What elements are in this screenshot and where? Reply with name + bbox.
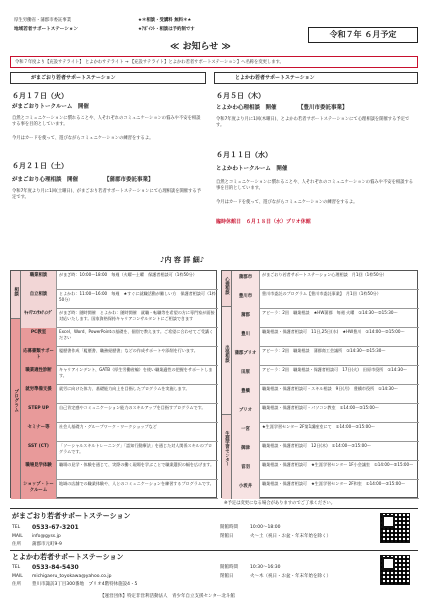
- schedule-badge: 令和７年 ６月予定: [308, 27, 418, 43]
- gama-talk-date: ６月１７日（火）: [12, 92, 68, 100]
- program-row-name: セミナー等: [21, 423, 57, 442]
- notice-free: ★＊相談・受講料 無料＊★: [138, 18, 192, 23]
- program-row-text: 履歴書作成「履歴書、職務経歴書」などの作成サポートや添削を行います。: [59, 348, 198, 353]
- dispatch-group: [222, 307, 232, 415]
- program-row: [21, 366, 218, 385]
- toyo-talk-desc2: 今月はカードを使って、遊びながらコミュニケーションの練習をするよ。: [216, 200, 358, 205]
- toyo-addr: 豊川市諏訪3丁目300番地 プリオ4階特休施設4・5: [32, 582, 138, 587]
- gama-talk-desc: 自然とコミュニケーションに慣れることや、人それぞれのコミュニケーションの悩みや不安を相談する事を目的としています。: [12, 116, 201, 128]
- right-notice-panel: [214, 72, 418, 253]
- outreach-row-name: 豊橋: [232, 385, 260, 404]
- toyo-mail-label: MAIL: [12, 574, 23, 579]
- toyo-tel: 0533-84-5430: [32, 564, 79, 571]
- org-line-2: 地域若者サポートステーション: [14, 27, 78, 32]
- program-table: [10, 270, 217, 498]
- outreach-row: [232, 290, 419, 309]
- outreach-row-text: アピーラ：2回 職業相談 ★HW蒲郡 毎週 火曜 ①14:30～②15:30～: [262, 310, 398, 315]
- program-row-text: 就労に向けた体力、基礎能力向上を目指したプログラムを実施します。: [59, 386, 190, 391]
- learning-group-label: 生涯学習センター: [224, 431, 230, 467]
- program-row: [21, 480, 218, 499]
- toyo-talk-desc: 自然とコミュニケーションに慣れることや、人それぞれのコミュニケーションの悩みや不安を相談する事を目的としています。: [216, 180, 414, 192]
- outreach-row-name: 小坂井: [232, 480, 260, 499]
- outreach-row-text: 職業相談・保護者相談可 11日,25日(水) ★HW豊川 ①14:00～②15:00～: [262, 329, 405, 334]
- operator-line: 【運営団体】特定非営利活動法人 青少年自立支援センター北斗館: [100, 594, 235, 599]
- learning-group: [222, 415, 232, 499]
- outreach-row: [232, 328, 419, 347]
- outreach-row-text: 職業相談・保護者相談可 ★生涯学習センター 1F小会議室 ①14:00～②15:00～: [262, 462, 414, 467]
- gama-mail[interactable]: info@gyss.jp: [32, 534, 61, 539]
- psych-group-label: 心理相談: [224, 277, 230, 295]
- outreach-row-name: 蒲郡市: [232, 271, 260, 290]
- outreach-row: [232, 423, 419, 442]
- toyo-addr-label: 住所: [12, 582, 21, 587]
- gama-talk-title: がまごおりトークルーム 開催: [12, 104, 89, 110]
- footer-gama: [10, 508, 418, 550]
- program-row: [21, 404, 218, 423]
- outreach-row-name: 御津: [232, 442, 260, 461]
- gama-tel-label: TEL: [12, 525, 21, 530]
- gama-psych-title: がまごおり心理相談 開催: [12, 177, 79, 183]
- left-panel-header: がまごおり若者サポートステーション: [10, 72, 206, 84]
- program-group-label: プログラム: [13, 389, 19, 412]
- outreach-row-name: 音羽: [232, 461, 260, 480]
- gama-tel: 0533-67-3201: [32, 524, 79, 531]
- program-row-name: 自立相談: [21, 290, 57, 309]
- gama-addr-label: 住所: [12, 542, 21, 547]
- org-line-1: 厚生労働省・蒲郡市委託事業: [14, 18, 72, 23]
- toyo-hours-label: 開館時間: [220, 565, 238, 570]
- program-row-name: 職場見学体験: [21, 461, 57, 480]
- outreach-row-name: 豊川: [232, 328, 260, 347]
- gama-hours: 10:00～18:00: [250, 525, 281, 530]
- toyo-psych-tag: 【豊川市委託事業】: [298, 105, 348, 111]
- closure-notice: 臨時休館日 ６月１８日（水）プリオ休館: [216, 219, 311, 225]
- outreach-row: [232, 271, 419, 290]
- gama-addr: 蒲郡市元町9-9: [32, 542, 62, 547]
- outreach-row: [232, 309, 419, 328]
- program-row-text: とよかわ：11:00～16:00 毎週 ★すぐに就職活動が難しい方 保護者相談可（1枠50分）: [59, 291, 216, 302]
- program-row-name: ｷｬﾘｱｺﾝｻﾙﾃｨﾝｸﾞ: [21, 309, 57, 328]
- outreach-row: [232, 404, 419, 423]
- outreach-row-text: 職業相談・保護者相談可 ★生涯学習センター 2F和室 ①14:00～②15:00～: [262, 481, 406, 486]
- right-panel-header: とよかわ若者サポートステーション: [214, 72, 418, 84]
- dispatch-group-label: 出張相談: [224, 345, 230, 363]
- program-row-text: 地域の店舗での職業体験や、人とのコミュニケーションを練習するプログラムです。: [59, 481, 214, 486]
- outreach-row-text: がまごおり若者サポートステーション心理相談 月1回（1枠50分）: [262, 272, 387, 277]
- gama-closed-label: 閉館日: [220, 534, 234, 539]
- outreach-row-text: ★生涯学習センター 2F第1講座室にて ①14:00～②15:00～: [262, 424, 375, 429]
- program-row: [21, 309, 218, 328]
- psych-group: [222, 271, 232, 307]
- program-row: [21, 271, 218, 290]
- program-row: [21, 423, 218, 442]
- schedule-change-note: ※予定は変更になる場合がありますのでご了承ください。: [224, 501, 336, 506]
- details-title: ♪内 容 詳 細♪: [160, 256, 205, 264]
- outreach-row: [232, 480, 419, 499]
- program-row-text: 「ソーシャルスキルトレーニング」「認知行動療法」を通じた対人関係スキルのプログラムです。: [59, 443, 213, 454]
- program-row-text: 自己肯定感やコミュニケーション能力のスキルアップを目指すプログラムです。: [59, 405, 206, 410]
- outreach-row: [232, 442, 419, 461]
- program-row-name: 職業適性診断: [21, 366, 57, 385]
- program-row-name: ショップ・トークルーム: [21, 480, 57, 499]
- program-row-name: STEP UP: [21, 404, 57, 423]
- outreach-row: [232, 366, 419, 385]
- outreach-row: [232, 385, 419, 404]
- outreach-row-text: 職業相談・保護者相談可 12日(木) ①14:00～②15:00～: [262, 443, 371, 448]
- toyo-psych-title: とよかわ心理相談 開催: [216, 105, 277, 111]
- outreach-row-name: 蒲郡ブリオ: [232, 347, 260, 366]
- gama-qr-code[interactable]: [380, 513, 410, 543]
- outreach-row-text: 豊川市委託のプログラム【豊川市委託事業】 月1回（1枠50分）: [262, 291, 381, 296]
- consult-group-label: 相談: [13, 287, 19, 297]
- program-row: [21, 385, 218, 404]
- program-row-name: 応募書類サポート: [21, 347, 57, 366]
- footer-toyo: [10, 550, 418, 590]
- program-row: [21, 461, 218, 480]
- outreach-row-name: 一宮: [232, 423, 260, 442]
- program-row: [21, 328, 218, 347]
- notice-appointment: ★ｱﾎﾟｲﾝﾄ・相談は予約制です: [138, 27, 195, 32]
- outreach-row: [232, 461, 419, 480]
- outreach-row-text: 職業相談・保護者相談可・スキル相談 9日(月) 豊橋市役所 ①14:30～: [262, 386, 398, 391]
- toyo-qr-code[interactable]: [380, 555, 410, 585]
- gama-psych-date: ６月２１日（土）: [12, 162, 68, 170]
- toyo-hours: 10:30～16:30: [250, 565, 281, 570]
- program-row-text: がまざ時：10:00～18:00 毎週（火曜～土曜 保護者相談可（1枠50分）: [59, 272, 197, 277]
- program-row: [21, 442, 218, 461]
- outreach-row-text: 職業相談・保護者相談可・パソコン教室 ①14:00～②15:00～: [262, 405, 379, 410]
- outreach-row-text: アピーラ：2回 職業相談・保護者相談可 17日(火) 田原市役所 ①14:30～: [262, 367, 408, 372]
- toyo-closed: 火～木（祝日・お盆・年末年始を除く）: [250, 574, 331, 579]
- gama-psych-tag: 【蒲郡市委託事業】: [104, 177, 154, 183]
- program-row-text: キャリアインデント、GATB（厚生労働省編）を使い職業適性の把握をサポートします。: [59, 367, 213, 378]
- gama-closed: 火～土（祝日・お盆・年末年始を除く）: [250, 534, 331, 539]
- gama-talk-desc2: 今月はカードを使って、遊びながらコミュニケーションの練習をするよ。: [12, 136, 154, 141]
- outreach-row-name: 田原: [232, 366, 260, 385]
- outreach-row-text: アピーラ：2回 職業相談 蒲郡商工会議所 ①14:30～②15:30～: [262, 348, 386, 353]
- toyo-tel-label: TEL: [12, 565, 21, 570]
- toyo-talk-date: ６月１１日（水）: [216, 151, 272, 159]
- program-row-name: 職業相談: [21, 271, 57, 290]
- program-row-name: PC教室: [21, 328, 57, 347]
- program-row: [21, 290, 218, 309]
- rename-banner-text: 令和７年度より【充設サテライト】 とよかわサテライト → 【充設サテライト】とよかわ若者サポートステーション】へ名称を変更します。: [15, 60, 284, 65]
- outreach-row-name: 豊川市: [232, 290, 260, 309]
- outreach-row-name: ブリオ: [232, 404, 260, 423]
- gama-name: がまごおり若者サポートステーション: [12, 512, 131, 520]
- gama-psych-desc: 令和7年度より月に1回(土曜日)、がまごおり若者サポートステーションにて心理相談を開催する予定です。: [12, 189, 201, 201]
- program-row-text: 社会人基礎力・グループワーク・ワークショップなど: [59, 424, 157, 429]
- toyo-talk-title: とよかわトークルーム 開催: [216, 166, 288, 172]
- rename-banner: [10, 56, 418, 68]
- toyo-psych-desc: 令和7年度より月に1回(木曜日)、とよかわ若者サポートステーションにて心理相談を開催する予定です。: [216, 117, 410, 129]
- program-row-text: がまざ時：随時開催 とよかわ：随時開催 就職・転職等を希望の方に専門家が面接対応いたします。国家資格保持キャリアコンサルタントにご相談できます: [59, 310, 215, 321]
- program-row-name: SST (CT): [21, 442, 57, 461]
- toyo-psych-date: ６月５日（木）: [216, 92, 265, 100]
- outreach-table: [221, 270, 418, 498]
- toyo-mail[interactable]: michigaeru_toyokawa@yahoo.co.jp: [32, 574, 112, 579]
- consult-group: [11, 271, 21, 319]
- program-row-name: 就労準備支援: [21, 385, 57, 404]
- toyo-name: とよかわ若者サポートステーション: [12, 553, 124, 561]
- program-row-text: Excel、Word、PowerPointの基礎を、個別で教えます。ご希望に合わせてご受講ください: [59, 329, 214, 340]
- outreach-row: [232, 347, 419, 366]
- outreach-row-name: 蒲郡: [232, 309, 260, 328]
- toyo-closed-label: 閉館日: [220, 574, 234, 579]
- gama-mail-label: MAIL: [12, 534, 23, 539]
- program-group: [11, 319, 21, 499]
- program-row: [21, 347, 218, 366]
- left-notice-panel: [10, 72, 206, 253]
- page-title: ≪ お知らせ ≫: [170, 42, 231, 52]
- program-row-text: 職場の見学・体験を通じて、実際の働く現場を学ぶことで職業選択の幅を広げます。: [59, 462, 215, 467]
- gama-hours-label: 開館時間: [220, 525, 238, 530]
